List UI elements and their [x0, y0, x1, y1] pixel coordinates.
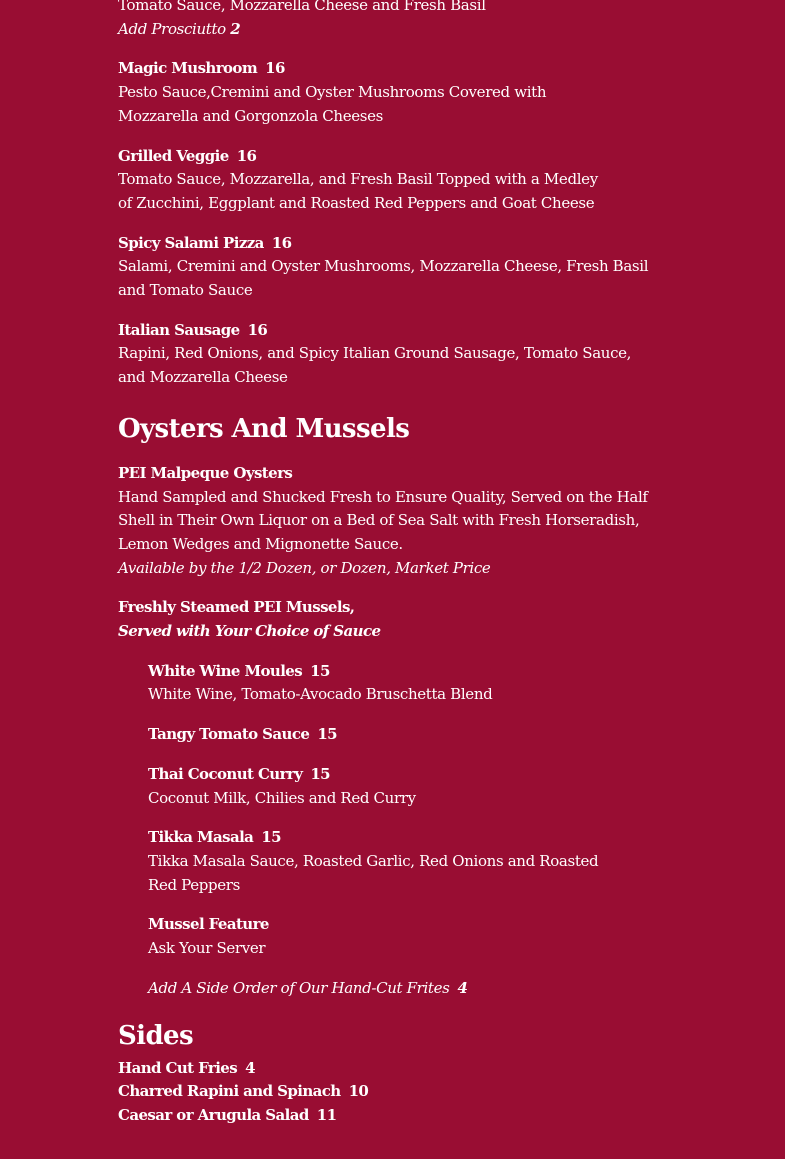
- sauce-title: [148, 826, 678, 850]
- item-price: 16: [271, 233, 292, 252]
- section-title: Oysters And Mussels: [118, 413, 410, 444]
- sauce-price: 15: [261, 828, 281, 847]
- addon-price: 4: [457, 978, 468, 997]
- side-item: [118, 1080, 678, 1104]
- item-price: 16: [236, 146, 257, 165]
- item-name: Italian Sausage: [118, 320, 240, 339]
- mussel-sauce-list: [118, 660, 678, 1001]
- sauce-price: 15: [310, 661, 330, 680]
- side-name: Charred Rapini and Spinach: [118, 1082, 341, 1101]
- item-subtitle: Served with Your Choice of Sauce: [118, 622, 381, 641]
- sauce-item-thai-coconut: [148, 763, 678, 810]
- sauce-price: 15: [317, 725, 337, 744]
- sauce-name: White Wine Moules: [148, 661, 303, 680]
- item-title: [118, 145, 678, 169]
- side-price: 11: [316, 1105, 337, 1124]
- item-price: 16: [265, 59, 285, 78]
- sauce-item-tikka-masala: [148, 826, 678, 897]
- sides-list: [118, 1057, 678, 1128]
- addon-price: 2: [230, 19, 241, 38]
- menu-page: [118, 0, 678, 1128]
- item-price: 16: [247, 320, 268, 339]
- menu-item-spicy-salami: [118, 232, 678, 303]
- side-item: [118, 1057, 678, 1081]
- addon-line: [118, 18, 678, 42]
- item-name: PEI Malpeque Oysters: [118, 463, 293, 482]
- item-description: Salami, Cremini and Oyster Mushrooms, Mozzarella Cheese, Fresh Basil and Tomato Sauce: [118, 257, 649, 300]
- item-description: Pesto Sauce,Cremini and Oyster Mushrooms Covered with Mozzarella and Gorgonzola Cheeses: [118, 83, 547, 125]
- side-price: 10: [348, 1082, 369, 1101]
- menu-item-magic-mushroom: [118, 57, 678, 128]
- side-name: Hand Cut Fries: [118, 1058, 238, 1077]
- item-name: Grilled Veggie: [118, 146, 229, 165]
- item-description: Rapini, Red Onions, and Spicy Italian Ground Sausage, Tomato Sauce, and Mozzarella Cheese: [118, 344, 632, 387]
- item-title: [118, 319, 678, 343]
- sauce-item-mussel-feature: [148, 913, 678, 960]
- section-title: Sides: [118, 1020, 194, 1051]
- item-description: Hand Sampled and Shucked Fresh to Ensure Quality, Served on the Half Shell in Their Own Liquor on a Bed of Sea Salt with Fresh Horseradish, Lemon Wedges and Mignonette Sauce.: [118, 487, 648, 553]
- item-availability: Available by the 1/2 Dozen, or Dozen, Market Price: [118, 558, 491, 577]
- sauce-name: Tikka Masala: [148, 828, 254, 847]
- side-name: Caesar or Arugula Salad: [118, 1105, 309, 1124]
- sauce-price: 15: [310, 764, 331, 783]
- sauce-description: Tikka Masala Sauce, Roasted Garlic, Red Onions and Roasted Red Peppers: [148, 851, 599, 894]
- sauce-description: Ask Your Server: [148, 939, 266, 958]
- menu-item-mussels: [118, 596, 678, 643]
- sauce-item-tangy-tomato: [148, 723, 678, 747]
- pizza-section: [118, 0, 678, 390]
- sauce-item-white-wine: [148, 660, 678, 707]
- oysters-section: [118, 412, 678, 1001]
- sauce-name: Tangy Tomato Sauce: [148, 725, 310, 744]
- menu-item-oysters: [118, 462, 678, 581]
- item-name: Spicy Salami Pizza: [118, 233, 264, 252]
- sauce-title: [148, 763, 678, 787]
- sauce-description: White Wine, Tomato-Avocado Bruschetta Blend: [148, 685, 493, 704]
- item-description: Tomato Sauce, Mozzarella, and Fresh Basil Topped with a Medley of Zucchini, Eggplant and Roasted Red Peppers and Goat Cheese: [118, 170, 598, 212]
- menu-item-grilled-veggie: [118, 145, 678, 216]
- item-name: Freshly Steamed PEI Mussels,: [118, 598, 355, 617]
- item-description: Tomato Sauce, Mozzarella Cheese and Fresh Basil: [118, 0, 486, 14]
- sauce-title: [148, 660, 678, 684]
- sauce-name: Thai Coconut Curry: [148, 764, 303, 783]
- addon-label: Add A Side Order of Our Hand-Cut Frites: [148, 978, 450, 997]
- side-price: 4: [245, 1058, 255, 1077]
- item-title: [118, 232, 678, 256]
- sauce-name: Mussel Feature: [148, 915, 269, 934]
- sauce-description: Coconut Milk, Chilies and Red Curry: [148, 788, 416, 807]
- sauce-title: [148, 723, 678, 747]
- menu-item-partial: [118, 0, 678, 41]
- frites-addon: [148, 977, 678, 1001]
- side-item: [118, 1104, 678, 1128]
- addon-label: Add Prosciutto: [118, 19, 226, 38]
- item-title: [118, 57, 678, 81]
- menu-item-italian-sausage: [118, 319, 678, 390]
- item-name: Magic Mushroom: [118, 59, 258, 78]
- sides-section: [118, 1019, 678, 1128]
